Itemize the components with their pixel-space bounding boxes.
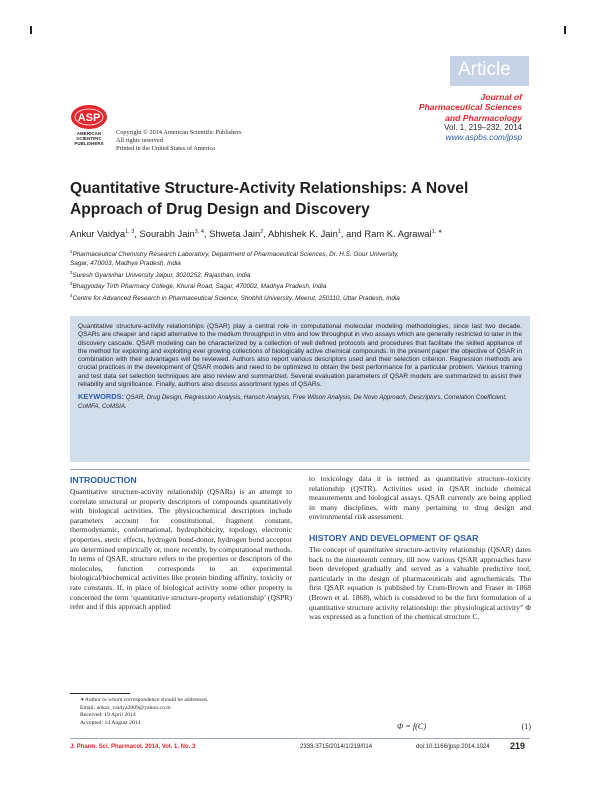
author-separator: , and xyxy=(340,228,365,239)
publisher-logo-line: AMERICAN xyxy=(76,131,102,136)
section-divider xyxy=(70,469,530,470)
author-list xyxy=(70,228,442,239)
publisher-logo xyxy=(70,104,108,146)
keywords-list: QSAR, Drug Design, Regression Analysis, Hansch Analysis, Free Wilson Analysis, De Novo Approach, Descriptors, Correlation Coefficient, CoMFA, CoMSIA. xyxy=(78,394,507,410)
journal-volume: Vol. 1, 219–232, 2014 xyxy=(444,123,522,133)
footer-rule xyxy=(70,738,530,739)
introduction-heading: INTRODUCTION xyxy=(70,475,137,485)
left-column xyxy=(70,474,292,612)
right-column xyxy=(309,474,531,622)
footnote-line: Accepted: 14 August 2014 xyxy=(80,719,141,726)
publisher-logo-line: SCIENTIFIC xyxy=(76,136,102,141)
author-affiliation-marker: 3, 4 xyxy=(194,229,204,235)
author-name: Ram K. Agrawal xyxy=(364,228,432,239)
journal-name-line: Journal of xyxy=(480,92,522,102)
equation-1 xyxy=(309,722,531,734)
journal-name-line: and Pharmacology xyxy=(445,112,522,123)
asp-logo-icon xyxy=(70,104,108,130)
affiliation-marker: 2 xyxy=(70,269,73,275)
copyright-line: All rights reserved xyxy=(116,137,163,145)
journal-info xyxy=(419,92,522,143)
copyright-notice xyxy=(116,129,242,154)
publisher-logo-line: PUBLISHERS xyxy=(74,141,104,146)
abstract-box xyxy=(70,316,530,462)
affiliation-text: Centre for Advanced Research in Pharmaceutical Science, Shobhit University, Meerut, 250110, Uttar Pradesh, India xyxy=(72,295,400,303)
footer-issn: 2333-3715/2014/1/219/014 xyxy=(300,744,373,750)
affiliation-text: Sagar, 470003, Madhya Pradesh, India xyxy=(70,259,181,267)
footnote-line: Email: ankur_vaidya2009@yahoo.co.in xyxy=(80,704,171,711)
copyright-line: Copyright © 2014 American Scientific Publishers xyxy=(116,129,242,136)
author-name: Shweta Jain xyxy=(209,228,261,239)
article-title xyxy=(70,178,510,220)
affiliation-line xyxy=(70,280,400,292)
journal-name-line: Pharmaceutical Sciences xyxy=(418,102,522,113)
author-affiliation-marker: 1, ∗ xyxy=(431,229,443,235)
affiliation-marker: 3 xyxy=(70,281,73,287)
equation-body: Φ = f(C) xyxy=(397,722,427,731)
affiliation-text: Pharmaceutical Chemistry Research Laboratory, Department of Pharmaceutical Sciences, Dr. H.S. Gour University, xyxy=(72,251,399,258)
article-type-tab: Article xyxy=(450,56,529,86)
equation-number: (1) xyxy=(521,722,531,731)
introduction-text: Quantitative structure-activity relationship (QSARs) is an attempt to correlate structural or property descriptors of compounds quantitatively with biological activities. The physicochemical descriptors include parameters account for constitutional, fragment constant, thermodynamic, conformational, hydrophobicity, topology, electronic properties, steric effects, hydrogen bond-donor, hydrogen bond acceptor are determined empirically or, more recently, by computational methods. In terms of QSAR, structure refers to the properties or descriptors of the molecules, function corresponds to an experimental biological/biochemical activities like protein binding affinity, toxicity or rate constants. If, in place of biological activity some other property is concerned the term ‘quantitative structure-property relationship’ (QSPR) refer and if this approach applied xyxy=(70,487,292,612)
crop-mark-right xyxy=(564,26,566,34)
affiliation-text: Suresh Gyanvihar University Jaipur, 3020252, Rajasthan, India xyxy=(72,271,251,279)
journal-name xyxy=(419,92,522,123)
footnote-line: ∗Author to whom correspondence should be addressed. xyxy=(80,697,209,703)
abstract-text: Quantitative structure-activity relationships (QSAR) play a central role in computational molecular modeling methodologies, since last two decade. QSARs are cheaper and rapid alternative to the medium throughput in vitro and low throughput in vivo assays which are generally restricted to later in the discovery cascade. QSAR modeling can be characterized by a collection of well defined protocols and procedures that facilitate the skilled appliance of the method for exploring and exploiting ever growing collections of biologically active chemical compounds. In the present paper the objective of QSAR in combination with their advantages will be reviewed. Authors also report various descriptors used and their selection criterion. Regression methods are crucial practices in the development of QSAR models and need to be optimized to obtain the best performance for a particular problem. Various training and test data set selection techniques are also review and summarized. Several evaluation parameters of QSAR models are summarized to assist their reliability and significance. Finally, authors also discuss assortment types of QSARs. xyxy=(78,323,522,389)
crop-mark-left xyxy=(30,26,32,34)
affiliation-line xyxy=(70,260,400,269)
author-name: Ankur Vaidya xyxy=(70,228,126,239)
affiliation-line xyxy=(70,292,400,304)
affiliations xyxy=(70,248,400,304)
author-affiliation-marker: 1 xyxy=(337,229,341,235)
affiliation-line xyxy=(70,269,400,281)
keywords-label: KEYWORDS: xyxy=(78,392,124,402)
publisher-logo-text xyxy=(70,131,108,146)
history-heading: HISTORY AND DEVELOPMENT OF QSAR xyxy=(309,532,479,543)
author-affiliation-marker: 1, 3 xyxy=(125,229,135,235)
author-separator: , xyxy=(263,228,268,239)
introduction-continued-text: to toxicology data it is termed as quantitative structure–toxicity relationship (QSTR). Activities used in QSAR include chemical measurements and biological assays. QSAR currently are being applied in many disciplines, with many pertaining to drug design and environmental risk assessment. xyxy=(309,474,531,522)
history-text: The concept of quantitative structure-activity relationship (QSAR) dates back to the nineteenth century, till now various QSAR approaches have been developed gradually and served as a valuable predictive tool, particularly in the design of pharmaceuticals and agrochemicals. The first QSAR equation is published by Crum-Brown and Fraser in 1868 (Brown et al. 1868), which is considered to be the first formulation of a quantitative structure activity relationship: the: physiological activity” Φ was expressed as a function of the chemical structure C. xyxy=(309,544,531,622)
footer-doi: doi:10.1166/jpsp.2014.1024 xyxy=(416,744,490,750)
page-number: 219 xyxy=(510,741,526,751)
keywords xyxy=(78,393,522,411)
author-name: Abhishek K. Jain xyxy=(267,228,338,239)
affiliation-line xyxy=(70,248,400,260)
affiliation-marker: 4 xyxy=(70,293,73,299)
copyright-line: Printed in the United States of America xyxy=(116,145,215,153)
affiliation-text: Bhagyoday Tirth Pharmacy College, Khurai Road, Sagar, 470002, Madhya Pradesh, India xyxy=(72,283,327,291)
author-separator: , xyxy=(203,228,210,239)
title-line: Quantitative Structure-Activity Relationships: A Novel xyxy=(70,180,469,197)
author-affiliation-marker: 2 xyxy=(260,229,264,235)
footer-citation: J. Pharm. Sci. Pharmacol. 2014, Vol. 1, No. 3 xyxy=(70,744,196,750)
author-separator: , xyxy=(134,228,140,239)
footnote-rule xyxy=(70,693,130,694)
author-name: Sourabh Jain xyxy=(139,228,195,239)
correspondence-footnote xyxy=(80,697,208,727)
journal-url-link[interactable]: www.aspbs.com/jpsp xyxy=(445,133,522,143)
footnote-line: Received: 19 April 2014 xyxy=(80,712,136,718)
svg-text:ASP: ASP xyxy=(77,112,101,124)
affiliation-marker: 1 xyxy=(70,249,73,254)
title-line: Approach of Drug Design and Discovery xyxy=(70,201,370,218)
